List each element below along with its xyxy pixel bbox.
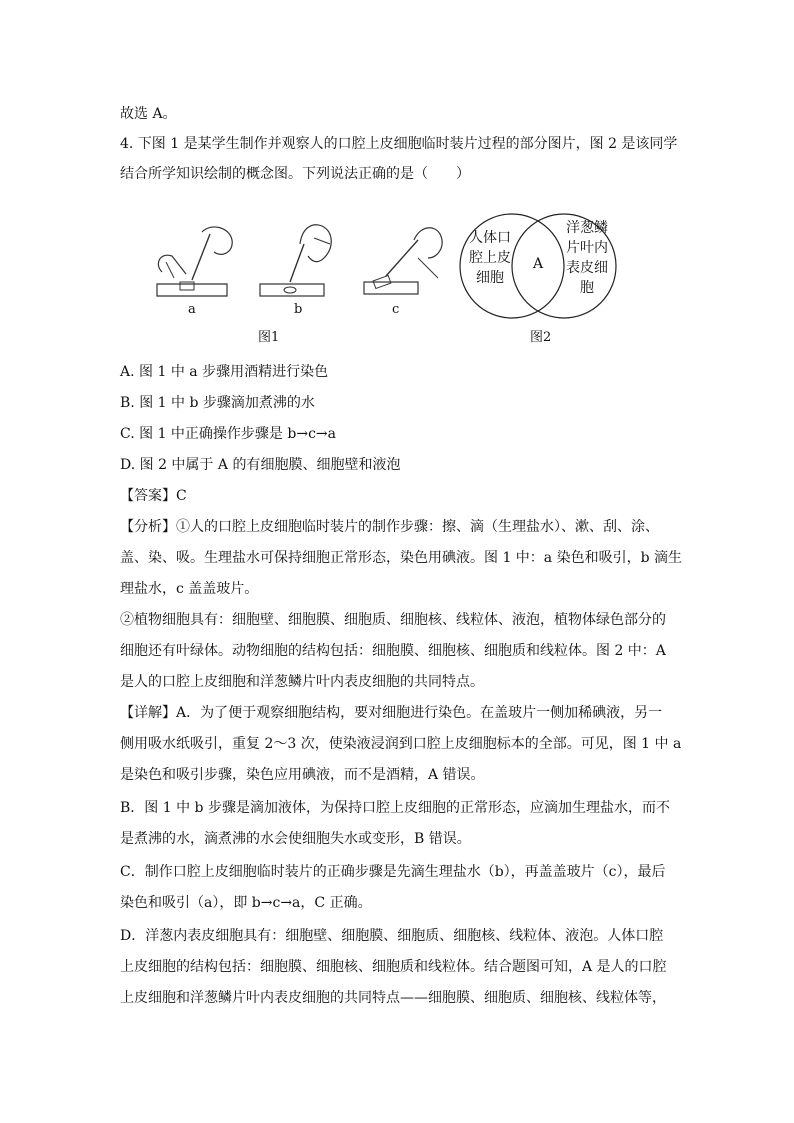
analysis-line-6: 是人的口腔上皮细胞和洋葱鳞片叶内表皮细胞的共同特点。 [120,674,484,690]
detail-line-2: 侧用吸水纸吸引，重复 2～3 次，使染液浸润到口腔上皮细胞标本的全部。可见，图 1 中 a [120,736,682,752]
venn-diagram [458,210,618,320]
detail-line-6: C．制作口腔上皮细胞临时装片的正确步骤是先滴生理盐水（b），再盖盖玻片（c），最后 [120,864,666,880]
detail-line-7: 染色和吸引（a），即 b→c→a，C 正确。 [120,895,372,911]
venn-center-text: A [532,256,544,272]
detail-line-10: 上皮细胞和洋葱鳞片叶内表皮细胞的共同特点——细胞膜、细胞质、细胞核、线粒体等， [120,990,666,1006]
analysis-line-5: 细胞还有叶绿体。动物细胞的结构包括：细胞膜、细胞核、细胞质和线粒体。图 2 中：A [120,643,666,659]
detail-line-8: D．洋葱内表皮细胞具有：细胞壁、细胞膜、细胞质、细胞核、线粒体、液泡。人体口腔 [120,928,664,944]
option-c: C. 图 1 中正确操作步骤是 b→c→a [120,426,336,442]
question-line-1: 4. 下图 1 是某学生制作并观察人的口腔上皮细胞临时装片过程的部分图片，图 2 是该同学 [120,136,678,152]
detail-line-5: 是煮沸的水，滴煮沸的水会使细胞失水或变形，B 错误。 [120,831,471,847]
venn-right-text: 洋葱鳞 片叶内 表皮细 胞 [566,220,608,296]
analysis-line-3: 理盐水，c 盖盖玻片。 [120,581,259,597]
figure-area [140,210,620,350]
detail-line-1: 【详解】A．为了便于观察细胞结构，要对细胞进行染色。在盖玻片一侧加稀碘液，另一 [120,705,663,721]
figure1-caption: 图1 [258,330,280,345]
detail-line-4: B．图 1 中 b 步骤是滴加液体，为保持口腔上皮细胞的正常形态，应滴加生理盐水，而不 [120,800,670,816]
text-line-0: 故选 A。 [120,106,177,122]
step-b-illustration [252,218,340,302]
step-c-illustration [358,218,448,302]
detail-line-3: 是染色和吸引步骤，染色应用碘液，而不是酒精，A 错误。 [120,767,485,783]
analysis-line-4: ②植物细胞具有：细胞壁、细胞膜、细胞质、细胞核、线粒体、液泡，植物体绿色部分的 [120,612,666,628]
step-b-label: b [294,302,303,317]
option-b: B. 图 1 中 b 步骤滴加煮沸的水 [120,395,315,411]
option-d: D. 图 2 中属于 A 的有细胞膜、细胞壁和液泡 [120,457,401,473]
figure2-caption: 图2 [530,330,552,345]
answer-line: 【答案】C [120,488,187,504]
detail-line-9: 上皮细胞的结构包括：细胞膜、细胞核、细胞质和线粒体。结合题图可知，A 是人的口腔 [120,959,667,975]
question-line-2: 结合所学知识绘制的概念图。下列说法正确的是（ ） [120,166,470,182]
option-a: A. 图 1 中 a 步骤用酒精进行染色 [120,364,329,380]
analysis-line-2: 盖、染、吸。生理盐水可保持细胞正常形态，染色用碘液。图 1 中：a 染色和吸引，b 滴生 [120,550,683,566]
analysis-line-1: 【分析】①人的口腔上皮细胞临时装片的制作步骤：擦、滴（生理盐水）、漱、刮、涂、 [120,519,659,535]
venn-left-text: 人体口 腔上皮 细胞 [469,230,511,286]
step-a-label: a [188,302,196,317]
step-a-illustration [152,222,240,302]
step-c-label: c [392,302,400,317]
